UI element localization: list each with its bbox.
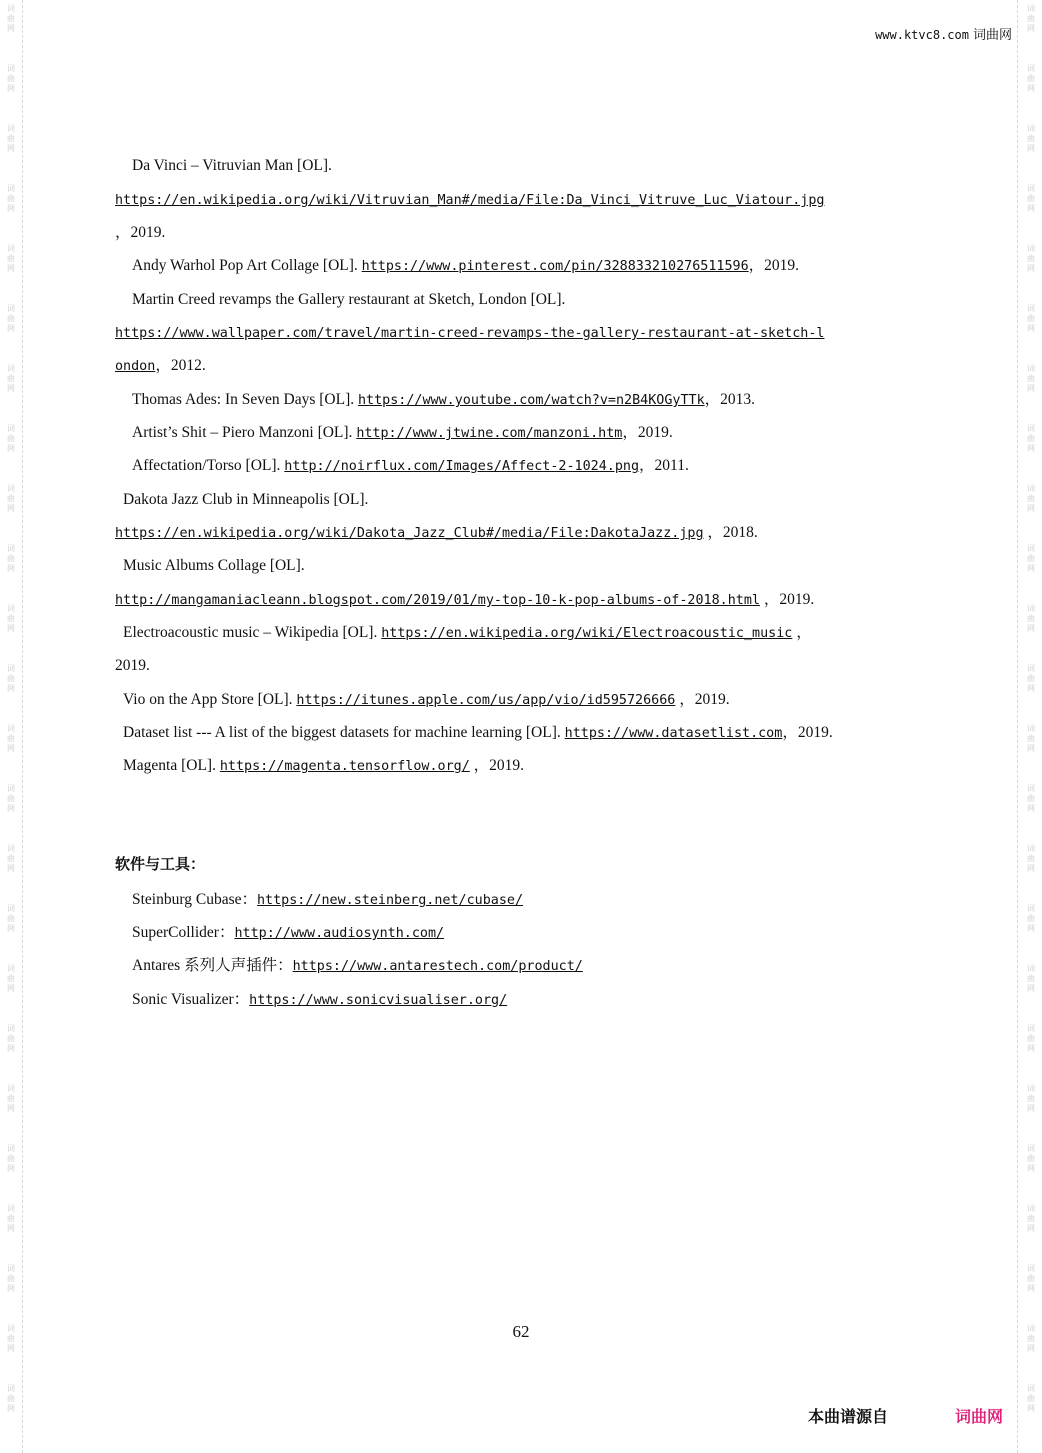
watermark-char: 网 (1027, 864, 1035, 873)
watermark-char: 曲 (1027, 854, 1035, 863)
watermark-group (1022, 1380, 1040, 1440)
reference-url-link[interactable]: https://www.wallpaper.com/travel/martin-creed-revamps-the-gallery-restaurant-at-sketch-l (115, 326, 825, 341)
watermark-char: 曲 (7, 1094, 15, 1103)
watermark-group (2, 1380, 20, 1440)
reference-text: ， (792, 624, 812, 641)
header-site-name: 词曲网 (972, 28, 1012, 43)
watermark-group (1022, 0, 1040, 60)
watermark-char: 网 (7, 1044, 15, 1053)
reference-url-link[interactable]: https://www.youtube.com/watch?v=n2B4KOGyTTk (358, 393, 705, 408)
watermark-char: 网 (7, 444, 15, 453)
watermark-group (2, 1260, 20, 1320)
watermark-char: 词 (1027, 724, 1035, 733)
tool-text: Steinburg Cubase： (132, 891, 257, 908)
watermark-char: 网 (7, 864, 15, 873)
watermark-char: 网 (1027, 1404, 1035, 1413)
watermark-group (2, 420, 20, 480)
watermark-char: 曲 (7, 614, 15, 623)
watermark-char: 词 (1027, 664, 1035, 673)
watermark-char: 网 (1027, 564, 1035, 573)
watermark-char: 曲 (1027, 1394, 1035, 1403)
watermark-char: 网 (1027, 984, 1035, 993)
tool-url-link[interactable]: https://www.antarestech.com/product/ (292, 959, 583, 974)
right-margin-line (1017, 0, 1018, 1453)
reference-line (132, 289, 565, 311)
watermark-group (1022, 1200, 1040, 1260)
watermark-char: 网 (1027, 1284, 1035, 1293)
reference-text: ，2019. (782, 724, 833, 741)
watermark-group (1022, 60, 1040, 120)
watermark-char: 网 (7, 804, 15, 813)
watermark-char: 网 (7, 1104, 15, 1113)
watermark-char: 曲 (7, 1034, 15, 1043)
watermark-char: 网 (1027, 684, 1035, 693)
watermark-char: 网 (7, 1344, 15, 1353)
watermark-group (1022, 180, 1040, 240)
footer-brand-link[interactable]: 词曲网 (955, 1407, 1004, 1426)
tool-line (132, 989, 507, 1011)
watermark-char: 曲 (7, 374, 15, 383)
tool-line (132, 889, 523, 911)
reference-url-link[interactable]: https://en.wikipedia.org/wiki/Vitruvian_Man#/media/File:Da_Vinci_Vitruve_Luc_Viatour.jpg (115, 193, 825, 208)
reference-text: Andy Warhol Pop Art Collage [OL]. (132, 257, 362, 274)
footer-source-label: 本曲谱源自 (808, 1407, 889, 1426)
watermark-char: 词 (1027, 304, 1035, 313)
tool-url-link[interactable]: http://www.audiosynth.com/ (234, 926, 445, 941)
watermark-char: 网 (7, 1404, 15, 1413)
reference-url-link[interactable]: https://www.pinterest.com/pin/328833210276511596 (361, 259, 749, 274)
watermark-char: 词 (7, 364, 15, 373)
watermark-char: 词 (1027, 1204, 1035, 1213)
watermark-char: 词 (1027, 244, 1035, 253)
watermark-char: 网 (7, 924, 15, 933)
watermark-char: 网 (1027, 324, 1035, 333)
reference-text: Artist’s Shit – Piero Manzoni [OL]. (132, 424, 357, 441)
watermark-char: 词 (7, 424, 15, 433)
watermark-group (1022, 240, 1040, 300)
reference-line (132, 155, 332, 177)
watermark-group (2, 1140, 20, 1200)
reference-line (123, 755, 524, 777)
watermark-char: 曲 (1027, 374, 1035, 383)
watermark-char: 网 (7, 144, 15, 153)
watermark-char: 网 (1027, 264, 1035, 273)
watermark-char: 网 (1027, 1164, 1035, 1173)
watermark-char: 词 (1027, 1024, 1035, 1033)
watermark-group (1022, 900, 1040, 960)
watermark-group (2, 780, 20, 840)
reference-url-link[interactable]: http://mangamaniacleann.blogspot.com/2019/01/my-top-10-k-pop-albums-of-2018.html (115, 593, 760, 608)
watermark-char: 曲 (7, 1214, 15, 1223)
watermark-char: 词 (7, 484, 15, 493)
watermark-char: 网 (7, 324, 15, 333)
watermark-group (1022, 1080, 1040, 1140)
watermark-char: 网 (7, 504, 15, 513)
reference-text: ，2019. (675, 691, 730, 708)
reference-url-link[interactable]: ondon (115, 359, 156, 374)
reference-text: Da Vinci – Vitruvian Man [OL]. (132, 157, 332, 174)
watermark-char: 网 (1027, 804, 1035, 813)
watermark-char: 网 (7, 744, 15, 753)
watermark-char: 网 (1027, 624, 1035, 633)
watermark-group (1022, 840, 1040, 900)
watermark-char: 网 (1027, 384, 1035, 393)
watermark-char: 曲 (7, 794, 15, 803)
watermark-char: 曲 (1027, 134, 1035, 143)
reference-line (115, 355, 206, 377)
watermark-char: 词 (7, 1264, 15, 1273)
watermark-char: 网 (7, 1164, 15, 1173)
reference-url-link[interactable]: http://www.jtwine.com/manzoni.htm (356, 426, 623, 441)
reference-text: ，2019. (622, 424, 673, 441)
watermark-group (1022, 720, 1040, 780)
watermark-char: 曲 (1027, 1154, 1035, 1163)
watermark-char: 曲 (7, 134, 15, 143)
reference-text: Dakota Jazz Club in Minneapolis [OL]. (123, 491, 369, 508)
watermark-char: 词 (1027, 784, 1035, 793)
watermark-char: 词 (1027, 1084, 1035, 1093)
watermark-char: 词 (1027, 904, 1035, 913)
watermark-group (1022, 1020, 1040, 1080)
watermark-group (1022, 1140, 1040, 1200)
watermark-char: 曲 (1027, 794, 1035, 803)
watermark-char: 网 (1027, 444, 1035, 453)
watermark-group (1022, 660, 1040, 720)
watermark-char: 网 (7, 384, 15, 393)
watermark-char: 曲 (1027, 614, 1035, 623)
watermark-char: 词 (7, 184, 15, 193)
watermark-char: 网 (7, 1224, 15, 1233)
watermark-char: 网 (1027, 1044, 1035, 1053)
reference-text: ，2011. (639, 457, 689, 474)
watermark-char: 网 (1027, 144, 1035, 153)
watermark-char: 词 (1027, 4, 1035, 13)
watermark-group (1022, 120, 1040, 180)
reference-line (132, 422, 673, 444)
watermark-char: 曲 (7, 1274, 15, 1283)
watermark-char: 网 (1027, 744, 1035, 753)
reference-line (123, 555, 305, 577)
watermark-group (1022, 960, 1040, 1020)
watermark-char: 曲 (7, 74, 15, 83)
watermark-char: 曲 (7, 554, 15, 563)
watermark-char: 词 (7, 244, 15, 253)
watermark-char: 网 (1027, 1224, 1035, 1233)
reference-text: Music Albums Collage [OL]. (123, 557, 305, 574)
watermark-char: 词 (1027, 1324, 1035, 1333)
reference-text: Electroacoustic music – Wikipedia [OL]. (123, 624, 382, 641)
watermark-char: 曲 (7, 974, 15, 983)
watermark-group (2, 360, 20, 420)
watermark-char: 曲 (1027, 1214, 1035, 1223)
watermark-char: 网 (7, 564, 15, 573)
watermark-char: 词 (7, 904, 15, 913)
watermark-char: 曲 (1027, 914, 1035, 923)
reference-url-link[interactable]: https://en.wikipedia.org/wiki/Electroacoustic_music (381, 626, 793, 641)
watermark-group (2, 960, 20, 1020)
watermark-char: 曲 (7, 734, 15, 743)
watermark-char: 曲 (7, 674, 15, 683)
reference-line (132, 455, 689, 477)
reference-text: ，2019. (115, 224, 166, 241)
watermark-char: 曲 (1027, 734, 1035, 743)
reference-text: Martin Creed revamps the Gallery restaurant at Sketch, London [OL]. (132, 291, 566, 308)
reference-text: 2019. (115, 657, 150, 674)
watermark-char: 网 (7, 984, 15, 993)
watermark-char: 网 (1027, 84, 1035, 93)
reference-text: Dataset list --- A list of the biggest datasets for machine learning [OL]. (123, 724, 565, 741)
watermark-group (1022, 1260, 1040, 1320)
watermark-char: 词 (7, 304, 15, 313)
watermark-char: 网 (7, 264, 15, 273)
watermark-char: 曲 (1027, 1094, 1035, 1103)
watermark-char: 曲 (7, 1334, 15, 1343)
reference-line (115, 222, 165, 244)
watermark-char: 词 (7, 964, 15, 973)
watermark-char: 词 (7, 544, 15, 553)
reference-text: Vio on the App Store [OL]. (123, 691, 297, 708)
watermark-group (2, 660, 20, 720)
reference-text: Affectation/Torso [OL]. (132, 457, 285, 474)
watermark-char: 网 (1027, 1104, 1035, 1113)
watermark-char: 曲 (1027, 74, 1035, 83)
watermark-char: 词 (7, 604, 15, 613)
reference-text: ，2019. (748, 257, 800, 274)
watermark-char: 词 (1027, 544, 1035, 553)
reference-text: ，2012. (155, 357, 206, 374)
watermark-group (2, 480, 20, 540)
reference-line (132, 389, 755, 411)
reference-line (115, 322, 824, 344)
reference-text: Magenta [OL]. (123, 757, 220, 774)
header-site[interactable]: www.ktvc8.com (875, 28, 969, 42)
reference-line (115, 589, 814, 611)
watermark-char: 曲 (1027, 14, 1035, 23)
tool-url-link[interactable]: https://new.steinberg.net/cubase/ (257, 893, 524, 908)
watermark-char: 词 (1027, 124, 1035, 133)
watermark-group (1022, 420, 1040, 480)
tools-section-title: 软件与工具： (115, 855, 206, 873)
reference-text: Thomas Ades: In Seven Days [OL]. (132, 391, 358, 408)
watermark-group (2, 0, 20, 60)
watermark-char: 曲 (7, 914, 15, 923)
watermark-char: 曲 (7, 14, 15, 23)
watermark-char: 词 (1027, 184, 1035, 193)
watermark-group (2, 300, 20, 360)
reference-url-link[interactable]: https://magenta.tensorflow.org/ (219, 759, 470, 774)
reference-line (123, 722, 833, 744)
watermark-group (2, 600, 20, 660)
watermark-char: 曲 (7, 314, 15, 323)
watermark-char: 词 (7, 1024, 15, 1033)
reference-line (132, 255, 799, 277)
watermark-char: 词 (7, 784, 15, 793)
watermark-group (2, 540, 20, 600)
reference-text: ，2019. (469, 757, 525, 774)
watermark-char: 词 (7, 1204, 15, 1213)
watermark-char: 词 (1027, 64, 1035, 73)
reference-text: ，2018. (703, 524, 758, 541)
watermark-group (1022, 600, 1040, 660)
tool-text: Sonic Visualizer： (132, 991, 250, 1008)
watermark-char: 曲 (7, 194, 15, 203)
reference-url-link[interactable]: https://en.wikipedia.org/wiki/Dakota_Jazz_Club#/media/File:DakotaJazz.jpg (115, 526, 704, 541)
watermark-char: 词 (1027, 604, 1035, 613)
reference-line (115, 655, 150, 677)
watermark-group (2, 120, 20, 180)
watermark-group (2, 720, 20, 780)
tool-text: Antares 系列人声插件： (132, 957, 293, 974)
watermark-char: 词 (7, 64, 15, 73)
watermark-char: 曲 (1027, 254, 1035, 263)
reference-url-link[interactable]: https://itunes.apple.com/us/app/vio/id595726666 (296, 693, 676, 708)
watermark-char: 词 (7, 664, 15, 673)
watermark-char: 网 (1027, 24, 1035, 33)
tool-url-link[interactable]: https://www.sonicvisualiser.org/ (249, 993, 508, 1008)
watermark-char: 词 (7, 1324, 15, 1333)
watermark-char: 曲 (1027, 1334, 1035, 1343)
reference-text: ，2013. (704, 391, 756, 408)
watermark-char: 网 (7, 84, 15, 93)
watermark-group (1022, 360, 1040, 420)
watermark-char: 词 (1027, 1144, 1035, 1153)
watermark-group (1022, 540, 1040, 600)
watermark-char: 曲 (1027, 974, 1035, 983)
reference-line (115, 522, 758, 544)
tool-line (132, 922, 444, 944)
watermark-group (2, 1020, 20, 1080)
watermark-group (2, 900, 20, 960)
watermark-char: 词 (7, 1144, 15, 1153)
page-header (875, 24, 1012, 43)
watermark-char: 曲 (1027, 554, 1035, 563)
watermark-group (2, 840, 20, 900)
watermark-group (1022, 780, 1040, 840)
watermark-char: 词 (7, 1384, 15, 1393)
watermark-char: 网 (1027, 204, 1035, 213)
watermark-char: 曲 (1027, 314, 1035, 323)
watermark-group (2, 240, 20, 300)
reference-line (123, 689, 730, 711)
watermark-char: 网 (1027, 504, 1035, 513)
watermark-char: 网 (7, 204, 15, 213)
watermark-char: 词 (1027, 1384, 1035, 1393)
reference-url-link[interactable]: http://noirflux.com/Images/Affect-2-1024.png (284, 459, 640, 474)
page-number: 62 (512, 1322, 530, 1341)
watermark-char: 曲 (1027, 494, 1035, 503)
watermark-char: 曲 (7, 1394, 15, 1403)
watermark-char: 词 (7, 844, 15, 853)
watermark-char: 网 (7, 684, 15, 693)
left-margin-line (22, 0, 23, 1453)
watermark-char: 网 (1027, 1344, 1035, 1353)
watermark-char: 网 (7, 1284, 15, 1293)
reference-url-link[interactable]: https://www.datasetlist.com (564, 726, 783, 741)
watermark-group (2, 1080, 20, 1140)
watermark-char: 词 (7, 724, 15, 733)
reference-text: ，2019. (759, 591, 815, 608)
watermark-group (2, 1200, 20, 1260)
watermark-char: 词 (7, 124, 15, 133)
tool-text: SuperCollider： (132, 924, 235, 941)
reference-line (115, 189, 824, 211)
left-watermark-strip (2, 0, 20, 1453)
watermark-char: 词 (1027, 364, 1035, 373)
watermark-char: 曲 (7, 494, 15, 503)
watermark-char: 曲 (7, 854, 15, 863)
watermark-char: 词 (7, 1084, 15, 1093)
watermark-char: 词 (1027, 844, 1035, 853)
tool-line (132, 955, 583, 977)
watermark-char: 曲 (1027, 434, 1035, 443)
watermark-char: 网 (7, 624, 15, 633)
watermark-group (2, 60, 20, 120)
watermark-char: 词 (1027, 964, 1035, 973)
watermark-char: 网 (1027, 924, 1035, 933)
watermark-char: 曲 (7, 434, 15, 443)
watermark-group (1022, 300, 1040, 360)
watermark-char: 网 (7, 24, 15, 33)
watermark-char: 词 (1027, 1264, 1035, 1273)
watermark-char: 曲 (1027, 194, 1035, 203)
watermark-char: 词 (1027, 424, 1035, 433)
right-watermark-strip (1022, 0, 1040, 1453)
watermark-char: 词 (1027, 484, 1035, 493)
watermark-group (2, 180, 20, 240)
watermark-char: 词 (7, 4, 15, 13)
watermark-char: 曲 (1027, 1274, 1035, 1283)
reference-line (123, 489, 368, 511)
reference-line (123, 622, 812, 644)
watermark-char: 曲 (7, 254, 15, 263)
watermark-char: 曲 (7, 1154, 15, 1163)
watermark-char: 曲 (1027, 674, 1035, 683)
watermark-char: 曲 (1027, 1034, 1035, 1043)
watermark-group (1022, 480, 1040, 540)
